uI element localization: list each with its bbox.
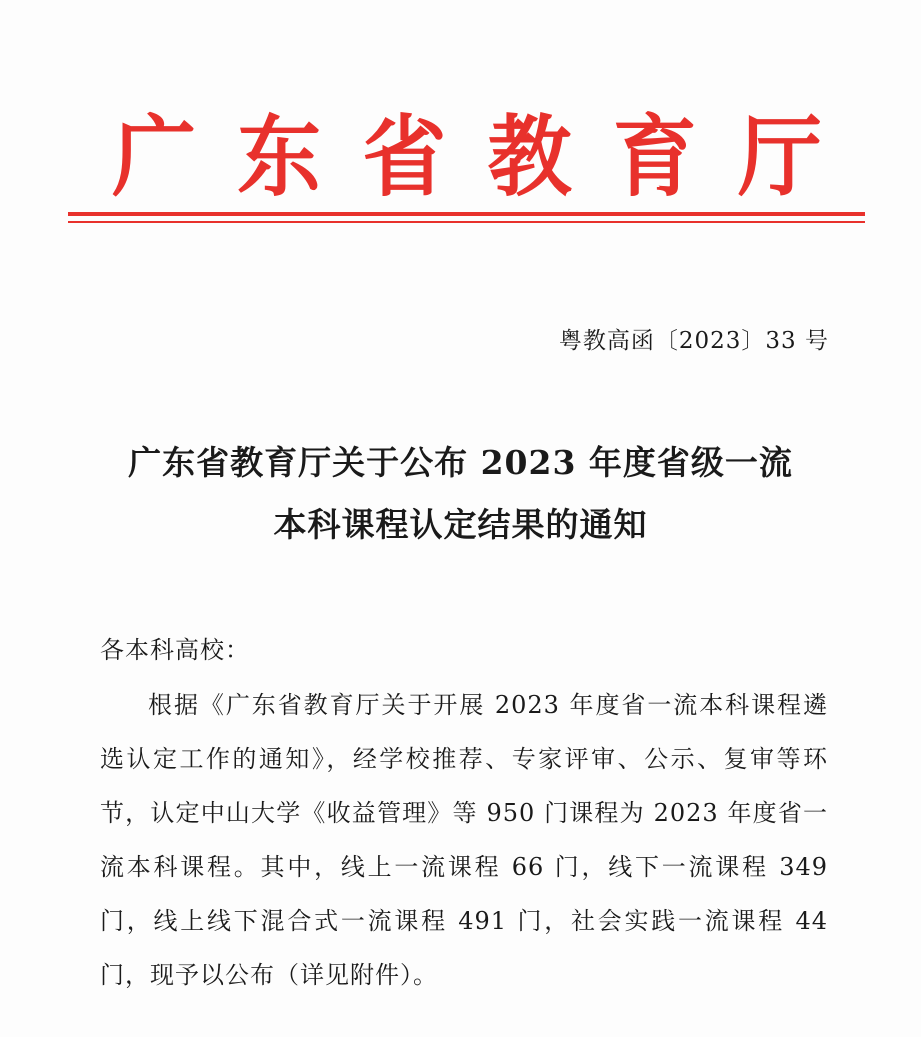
letterhead-char: 育 [612,104,697,209]
letterhead-char: 厅 [737,104,822,209]
body-paragraph: 根据《广东省教育厅关于开展 2023 年度省一流本科课程遴选认定工作的通知》，经学校推荐、专家评审、公示、复审等环节，认定中山大学《收益管理》等 950 门课程为 2023 年度省一流本科课程。其中，线上一流课程 66 门，线下一流课程 349 门，线上线下混合式一流课程 491 门，社会实践一流课程 44 门，现予以公布（详见附件）。 [100,691,828,989]
letterhead-divider-thin [68,221,865,223]
title-line-1: 广东省教育厅关于公布 2023 年度省级一流 [128,443,793,482]
letterhead-char: 东 [237,104,322,209]
letterhead-char: 广 [112,104,197,209]
document-number: 粤教高函〔2023〕33 号 [558,328,829,354]
letterhead [112,104,822,209]
letterhead-divider-thick [68,212,865,216]
document-title [60,432,861,556]
letterhead-char: 教 [487,104,572,209]
letterhead-char: 省 [362,104,447,209]
salutation: 各本科高校： [100,636,250,664]
title-line-2: 本科课程认定结果的通知 [273,505,648,544]
